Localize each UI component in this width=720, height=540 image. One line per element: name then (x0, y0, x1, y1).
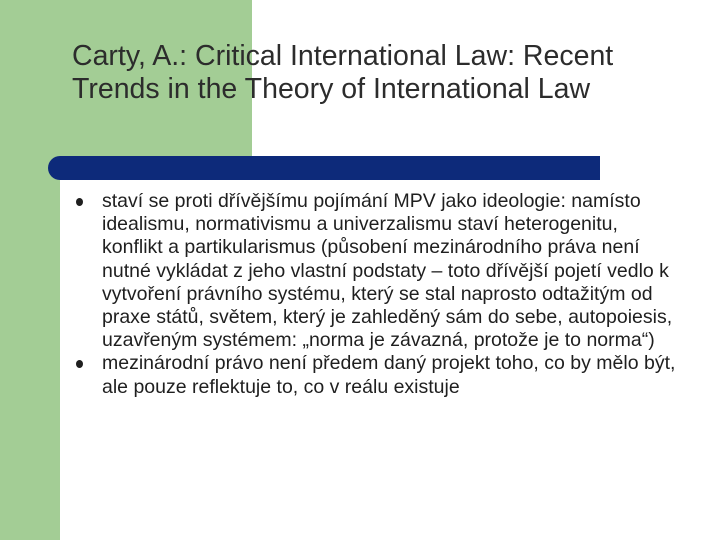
bullet-text: staví se proti dřívějšímu pojímání MPV jako ideologie: namísto idealismu, normativismu a univerzalismu staví heterogenitu, konflikt a partikularismus (působení mezinárodního práva není nutné vykládat z jeho vlastní podstaty – toto dřívější pojetí vedlo k vytvoření právního systému, který se stal naprosto odtažitým od praxe států, světem, který je zahleděný sám do sebe, autopoiesis, uzavřeným systémem: „norma je závazná, protože je to norma“) (102, 190, 673, 352)
bullet-item-2 (76, 352, 676, 398)
slide-title: Carty, A.: Critical International Law: Recent Trends in the Theory of International Law (72, 40, 614, 105)
bullet-icon (76, 198, 83, 206)
title-area (0, 0, 720, 158)
bullet-item-1 (76, 190, 676, 352)
title-underline-bar (60, 156, 600, 180)
bullet-icon (76, 360, 83, 368)
bullet-text: mezinárodní právo není předem daný projekt toho, co by mělo být, ale pouze reflektuje to, co v reálu existuje (102, 352, 676, 398)
slide-content (76, 190, 676, 399)
